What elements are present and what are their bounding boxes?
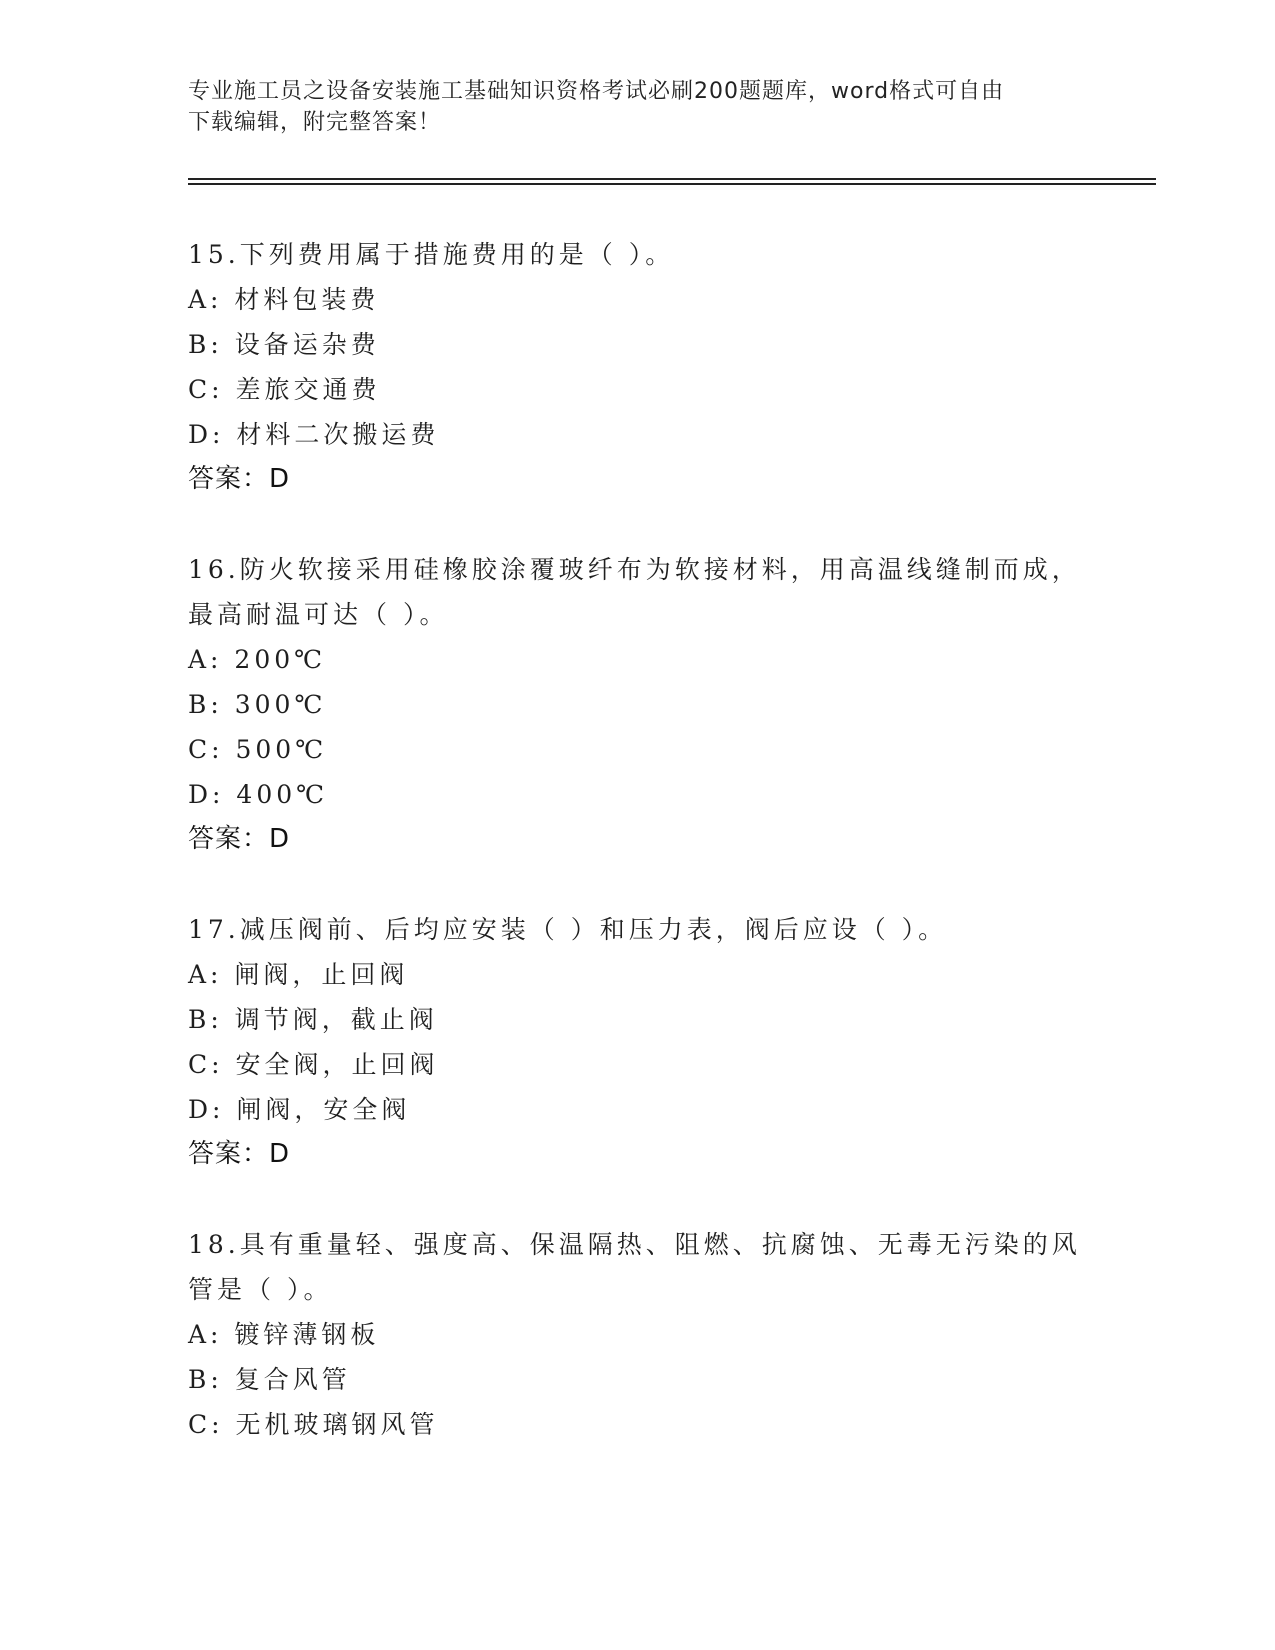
option-a: A: 材料包装费 (188, 285, 380, 314)
header-divider-top (188, 178, 1156, 180)
question-stem: 15.下列费用属于措施费用的是（ ）。 (188, 240, 675, 269)
question-18 (188, 1222, 1088, 1447)
option-d: D: 闸阀，安全阀 (188, 1095, 411, 1124)
question-15 (188, 232, 1088, 502)
question-stem: 17.减压阀前、后均应安装（ ）和压力表，阀后应设（ ）。 (188, 915, 948, 944)
option-a: A: 闸阀，止回阀 (188, 960, 409, 989)
question-16 (188, 547, 1088, 862)
option-b: B: 300℃ (188, 690, 327, 719)
answer: 答案：D (188, 464, 291, 494)
option-a: A: 200℃ (188, 645, 327, 674)
question-stem: 18.具有重量轻、强度高、保温隔热、阻燃、抗腐蚀、无毒无污染的风 (188, 1230, 1081, 1259)
option-d: D: 材料二次搬运费 (188, 420, 440, 449)
question-stem-continued: 最高耐温可达（ ）。 (188, 600, 449, 629)
answer: 答案：D (188, 824, 291, 854)
question-stem-continued: 管是（ ）。 (188, 1275, 333, 1304)
answer: 答案：D (188, 1139, 291, 1169)
option-c: C: 安全阀，止回阀 (188, 1050, 439, 1079)
option-d: D: 400℃ (188, 780, 329, 809)
document-header (188, 76, 1088, 138)
header-divider-bottom (188, 183, 1156, 185)
option-b: B: 复合风管 (188, 1365, 351, 1394)
option-c: C: 无机玻璃钢风管 (188, 1410, 439, 1439)
option-c: C: 500℃ (188, 735, 328, 764)
option-b: B: 设备运杂费 (188, 330, 380, 359)
header-line-1: 专业施工员之设备安装施工基础知识资格考试必刷200题题库，word格式可自由 (188, 79, 1005, 104)
question-stem: 16.防火软接采用硅橡胶涂覆玻纤布为软接材料，用高温线缝制而成， (188, 555, 1081, 584)
question-17 (188, 907, 1088, 1177)
option-c: C: 差旅交通费 (188, 375, 381, 404)
header-line-2: 下载编辑，附完整答案！ (188, 110, 442, 135)
option-b: B: 调节阀，截止阀 (188, 1005, 438, 1034)
option-a: A: 镀锌薄钢板 (188, 1320, 380, 1349)
